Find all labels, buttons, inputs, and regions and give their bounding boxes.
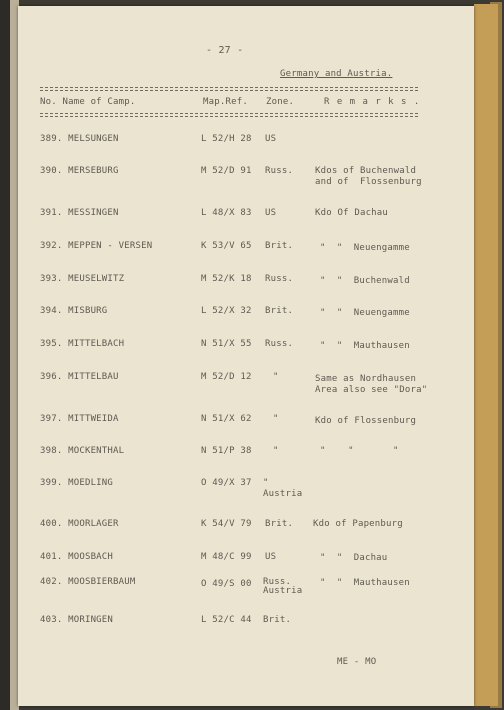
row-391-map-ref: L 48/X 83	[201, 208, 252, 218]
row-391-zone: US	[265, 208, 277, 218]
document-page	[18, 6, 474, 706]
row-397-remarks: Kdo of Flossenburg	[315, 416, 417, 426]
row-400-name: 400. MOORLAGER	[40, 519, 119, 529]
row-399-name: 399. MOEDLING	[40, 478, 114, 488]
header-rule-bottom-2	[40, 116, 418, 117]
row-402-name: 402. MOOSBIERBAUM	[40, 577, 136, 587]
row-403-map-ref: L 52/C 44	[201, 615, 252, 625]
row-390-zone: Russ.	[265, 166, 294, 176]
row-395-map-ref: N 51/X 55	[201, 339, 252, 349]
row-401-name: 401. MOOSBACH	[40, 552, 114, 562]
page-stack-edge	[474, 4, 498, 706]
row-392-name: 392. MEPPEN - VERSEN	[40, 241, 153, 251]
row-394-remarks: " " Neuengamme	[320, 308, 410, 318]
row-397-map-ref: N 51/X 62	[201, 414, 252, 424]
row-392-map-ref: K 53/V 65	[201, 241, 252, 251]
row-398-name: 398. MOCKENTHAL	[40, 446, 125, 456]
row-393-map-ref: M 52/K 18	[201, 274, 252, 284]
row-392-remarks: " " Neuengamme	[320, 243, 410, 253]
footer-code: ME - MO	[337, 657, 377, 667]
column-header-map-ref: Map.Ref.	[203, 97, 248, 107]
row-396-remarks: Same as Nordhausen Area also see "Dora"	[315, 374, 428, 395]
column-header-no-name: No. Name of Camp.	[40, 97, 136, 107]
row-395-remarks: " " Mauthausen	[320, 341, 410, 351]
row-398-zone: "	[273, 446, 279, 456]
row-398-remarks: " " "	[320, 446, 399, 456]
row-389-map-ref: L 52/H 28	[201, 134, 252, 144]
region-heading: Germany and Austria.	[280, 69, 393, 79]
row-401-zone: US	[265, 552, 277, 562]
row-395-zone: Russ.	[265, 339, 294, 349]
row-400-zone: Brit.	[265, 519, 294, 529]
row-391-remarks: Kdo Of Dachau	[315, 208, 389, 218]
row-397-name: 397. MITTWEIDA	[40, 414, 119, 424]
header-rule-top-2	[40, 90, 418, 91]
row-394-name: 394. MISBURG	[40, 306, 108, 316]
row-392-zone: Brit.	[265, 241, 294, 251]
row-401-map-ref: M 48/C 99	[201, 552, 252, 562]
row-402-remarks: " " Mauthausen	[320, 578, 410, 588]
row-402-map-ref: O 49/S 00	[201, 579, 252, 589]
row-403-zone: Brit.	[263, 615, 292, 625]
row-390-remarks: Kdos of Buchenwald and of Flossenburg	[315, 166, 422, 187]
row-390-map-ref: M 52/D 91	[201, 166, 252, 176]
row-398-map-ref: N 51/P 38	[201, 446, 252, 456]
row-393-name: 393. MEUSELWITZ	[40, 274, 125, 284]
row-390-name: 390. MERSEBURG	[40, 166, 119, 176]
row-402-zone: Russ. Austria	[263, 577, 303, 596]
row-394-zone: Brit.	[265, 306, 294, 316]
row-389-name: 389. MELSUNGEN	[40, 134, 119, 144]
row-401-remarks: " " Dachau	[320, 553, 388, 563]
column-header-zone: Zone.	[266, 97, 295, 107]
row-394-map-ref: L 52/X 32	[201, 306, 252, 316]
row-393-remarks: " " Buchenwald	[320, 276, 410, 286]
row-396-map-ref: M 52/D 12	[201, 372, 252, 382]
row-403-name: 403. MORINGEN	[40, 615, 114, 625]
row-396-zone: "	[273, 372, 279, 382]
row-393-zone: Russ.	[265, 274, 294, 284]
page-number: - 27 -	[206, 45, 244, 56]
row-400-map-ref: K 54/V 79	[201, 519, 252, 529]
row-397-zone: "	[273, 414, 279, 424]
row-389-zone: US	[265, 134, 277, 144]
row-396-name: 396. MITTELBAU	[40, 372, 119, 382]
row-400-remarks: Kdo of Papenburg	[313, 519, 403, 529]
header-rule-bottom	[40, 113, 418, 114]
row-391-name: 391. MESSINGEN	[40, 208, 119, 218]
column-header-remarks: R e m a r k s .	[324, 97, 421, 107]
header-rule-top	[40, 87, 418, 88]
row-399-zone: " Austria	[263, 478, 303, 499]
row-399-map-ref: O 49/X 37	[201, 478, 252, 488]
row-395-name: 395. MITTELBACH	[40, 339, 125, 349]
